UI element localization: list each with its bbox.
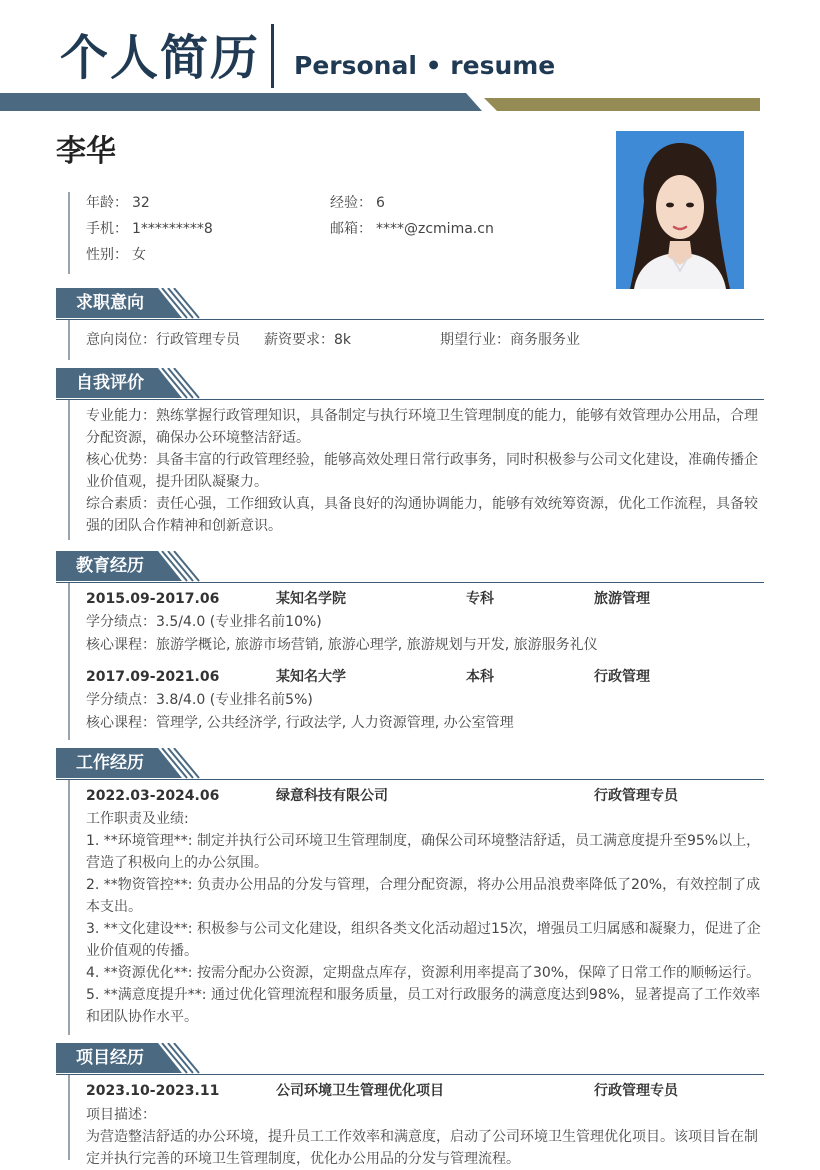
section-underline: [56, 779, 764, 781]
work-line: 本支出。: [86, 899, 142, 915]
resume-title: 个人简历: [60, 30, 261, 86]
work-description: [86, 808, 764, 1028]
experience-field: [330, 194, 385, 212]
title-divider: [271, 24, 274, 88]
section-title: 自我评价: [76, 373, 144, 393]
section-title: 教育经历: [76, 556, 144, 576]
section-title: 工作经历: [76, 753, 144, 773]
section-underline: [56, 1074, 764, 1076]
work-line: 3. **文化建设**: 积极参与公司文化建设，组织各类文化活动超过15次，增强员工归属感和凝聚力，促进了企: [86, 921, 761, 937]
project-name: 公司环境卫生管理优化项目: [276, 1083, 444, 1099]
info-divider: [68, 192, 70, 274]
edu-degree: 本科: [466, 669, 494, 685]
gender-label: 性别：: [86, 247, 128, 263]
age-label: 年龄：: [86, 195, 128, 211]
section-left-bar: [68, 1075, 70, 1160]
gender-value: 女: [132, 247, 146, 263]
work-line: 5. **满意度提升**: 通过优化管理流程和服务质量，员工对行政服务的满意度达到98%，显著提高了工作效率: [86, 987, 761, 1003]
section-left-bar: [68, 320, 70, 360]
project-line: 为营造整洁舒适的办公环境，提升员工工作效率和满意度，启动了公司环境卫生管理优化项目。该项目旨在制: [86, 1129, 758, 1145]
candidate-name: 李华: [56, 134, 116, 169]
self-eval-line: 强的团队合作精神和创新意识。: [86, 518, 282, 534]
age-field: [86, 194, 150, 212]
work-period: 2022.03-2024.06: [86, 788, 220, 804]
age-value: 32: [132, 195, 150, 211]
email-label: 邮箱：: [330, 221, 372, 237]
section-header-education: [56, 551, 764, 583]
experience-value: 6: [376, 195, 385, 211]
section-underline: [56, 582, 764, 584]
work-line: 和团队协作水平。: [86, 1009, 198, 1025]
project-line: 项目描述：: [86, 1107, 156, 1123]
intent-industry: 期望行业：商务服务业: [440, 332, 580, 348]
self-eval-text: [86, 405, 764, 537]
section-left-bar: [68, 780, 70, 1035]
edu-courses: 核心课程：旅游学概论, 旅游市场营销, 旅游心理学, 旅游规划与开发, 旅游服务礼仪: [86, 637, 598, 653]
project-role: 行政管理专员: [594, 1083, 678, 1099]
phone-field: [86, 220, 213, 238]
phone-value: 1*********8: [132, 221, 213, 237]
work-line: 4. **资源优化**: 按需分配办公资源，定期盘点库存，资源利用率提高了30%，保障了日常工作的顺畅运行。: [86, 965, 761, 981]
email-value: ****@zcmima.cn: [376, 221, 494, 237]
edu-courses: 核心课程：管理学, 公共经济学, 行政法学, 人力资源管理, 办公室管理: [86, 715, 514, 731]
intent-salary: 薪资要求：8k: [264, 332, 352, 348]
experience-label: 经验：: [330, 195, 372, 211]
section-header-work: [56, 748, 764, 780]
work-line: 营造了积极向上的办公氛围。: [86, 855, 268, 871]
resume-subtitle: Personal • resume: [294, 51, 556, 80]
edu-period: 2017.09-2021.06: [86, 669, 220, 685]
edu-major: 行政管理: [594, 669, 650, 685]
edu-school: 某知名大学: [276, 669, 346, 685]
section-header-intent: [56, 288, 764, 320]
phone-label: 手机：: [86, 221, 128, 237]
email-field: [330, 220, 494, 238]
section-title: 项目经历: [76, 1048, 144, 1068]
edu-school: 某知名学院: [276, 591, 346, 607]
section-header-self-eval: [56, 368, 764, 400]
self-eval-line: 综合素质：责任心强，工作细致认真，具备良好的沟通协调能力，能够有效统筹资源，优化工作流程，具备较: [86, 496, 758, 512]
section-underline: [56, 399, 764, 401]
work-line: 工作职责及业绩:: [86, 811, 189, 827]
self-eval-line: 专业能力：熟练掌握行政管理知识，具备制定与执行环境卫生管理制度的能力，能够有效管理办公用品，合理: [86, 408, 758, 424]
work-line: 业价值观的传播。: [86, 943, 198, 959]
project-period: 2023.10-2023.11: [86, 1083, 220, 1099]
gender-field: [86, 246, 146, 264]
work-line: 2. **物资管控**: 负责办公用品的分发与管理，合理分配资源，将办公用品浪费率降低了20%，有效控制了成: [86, 877, 761, 893]
intent-position: 意向岗位：行政管理专员: [86, 332, 240, 348]
work-line: 1. **环境管理**: 制定并执行公司环境卫生管理制度，确保公司环境整洁舒适，员工满意度提升至95%以上，: [86, 833, 761, 849]
section-left-bar: [68, 583, 70, 740]
edu-gpa: 学分绩点：3.5/4.0 (专业排名前10%): [86, 614, 322, 630]
edu-degree: 专科: [466, 591, 494, 607]
work-company: 绿意科技有限公司: [276, 788, 388, 804]
self-eval-line: 核心优势：具备丰富的行政管理经验，能够高效处理日常行政事务，同时积极参与公司文化建设，准确传播企: [86, 452, 758, 468]
edu-major: 旅游管理: [594, 591, 650, 607]
project-line: 定并执行完善的环境卫生管理制度，优化办公用品的分发与管理流程。: [86, 1151, 520, 1167]
work-role: 行政管理专员: [594, 788, 678, 804]
section-title: 求职意向: [76, 293, 144, 313]
profile-photo: [616, 131, 744, 289]
section-left-bar: [68, 400, 70, 540]
project-description: [86, 1104, 764, 1170]
self-eval-line: 业价值观，提升团队凝聚力。: [86, 474, 268, 490]
section-header-project: [56, 1043, 764, 1075]
section-underline: [56, 319, 764, 321]
self-eval-line: 分配资源，确保办公环境整洁舒适。: [86, 430, 310, 446]
edu-period: 2015.09-2017.06: [86, 591, 220, 607]
edu-gpa: 学分绩点：3.8/4.0 (专业排名前5%): [86, 692, 313, 708]
header-decor-bar: [0, 93, 820, 113]
